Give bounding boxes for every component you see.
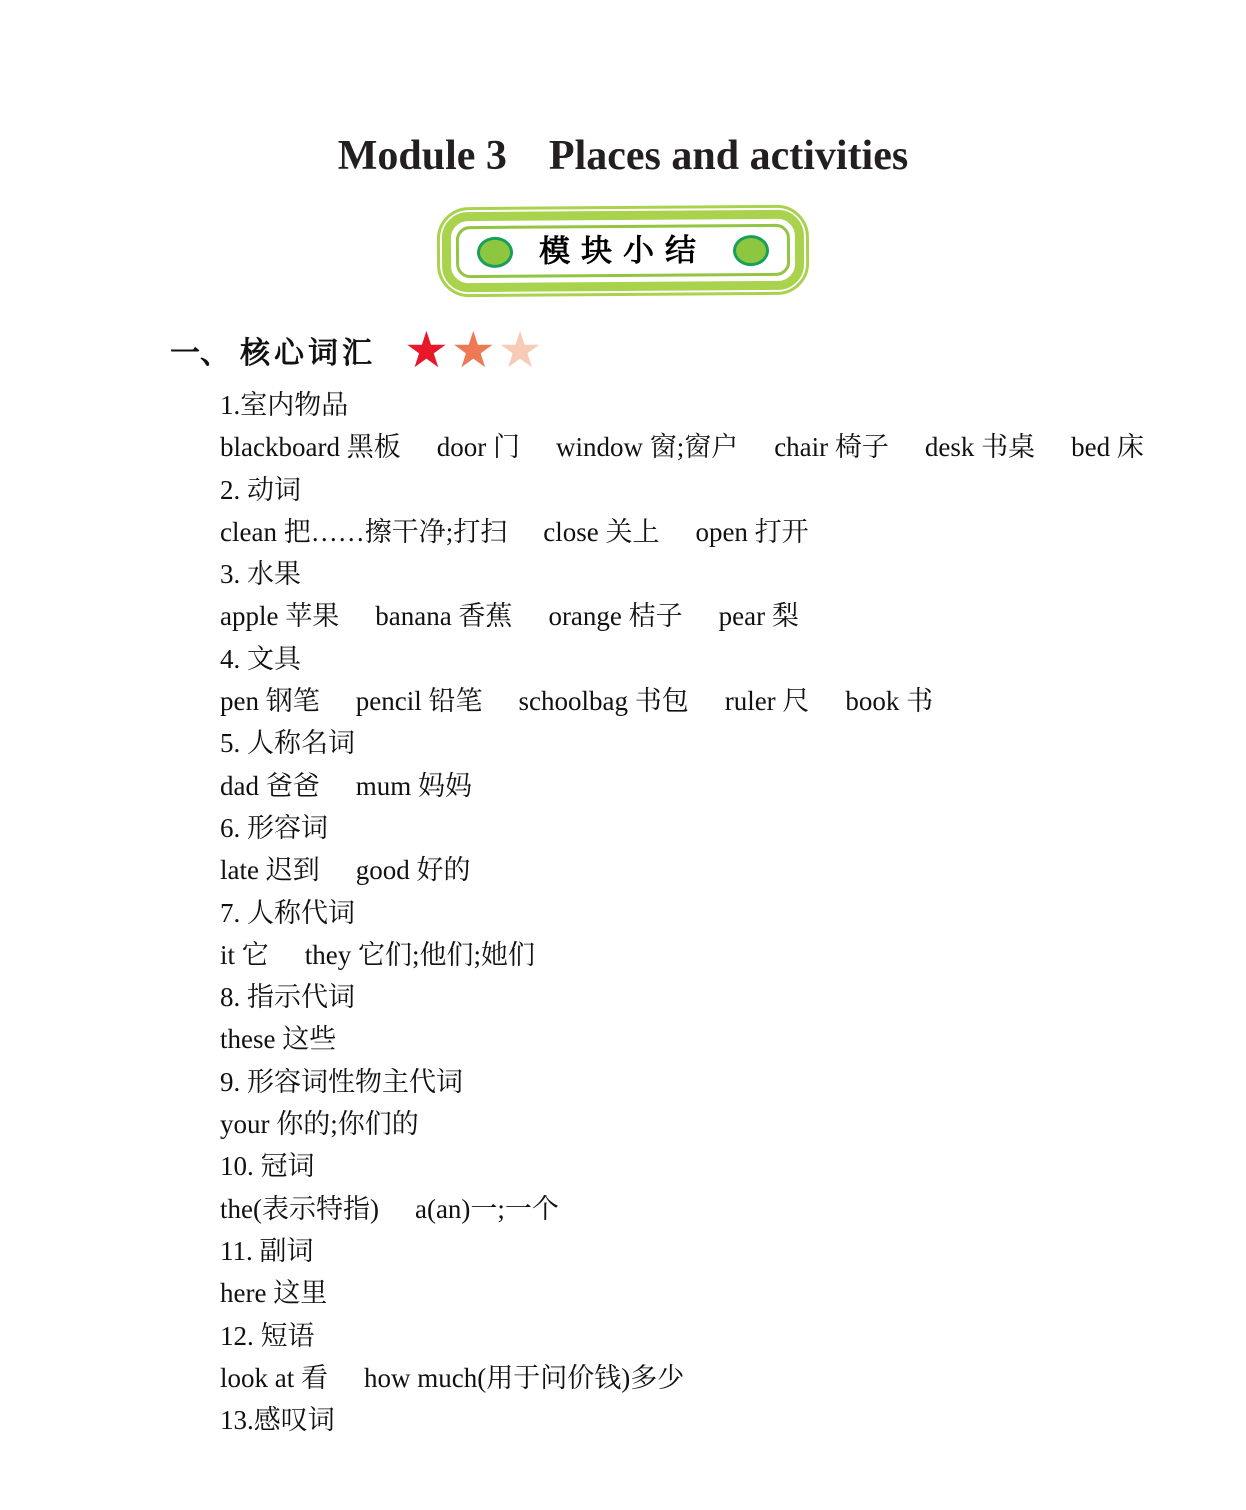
vocab-entry: orange 桔子: [548, 601, 683, 632]
page-title: Module 3 Places and activities: [337, 133, 909, 179]
vocab-entry: late 迟到: [220, 855, 320, 886]
module-summary-badge: [0, 206, 1246, 296]
vocab-heading: 7. 人称代词: [220, 897, 355, 928]
vocab-entry: desk 书桌: [924, 432, 1036, 463]
vocab-heading: 5. 人称名词: [220, 728, 355, 759]
star-icon: ★: [450, 321, 496, 379]
vocab-heading: 1.室内物品: [220, 390, 349, 420]
vocab-entry-line: [220, 680, 1206, 722]
vocab-heading: 3. 水果: [220, 559, 301, 590]
vocab-entry: apple 苹果: [220, 601, 340, 632]
star-icon: ★: [404, 321, 449, 379]
section-title: 核心词汇: [240, 337, 376, 370]
vocab-entry-line: [220, 1272, 1206, 1314]
vocab-entry: schoolbag 书包: [518, 686, 689, 717]
vocab-heading: 13.感叹词: [220, 1405, 335, 1436]
vocab-entry: they 它们;他们;她们: [304, 939, 536, 970]
vocab-entry-line: [220, 934, 1206, 976]
vocab-entry: the(表示特指): [220, 1193, 379, 1224]
vocab-entry-line: [220, 1357, 1206, 1399]
vocab-entry-line: [220, 849, 1206, 891]
vocab-entry: pencil 铅笔: [355, 686, 483, 717]
vocab-heading: 11. 副词: [220, 1235, 314, 1266]
vocab-entry-line: [220, 1018, 1206, 1060]
vocab-entry: here 这里: [220, 1278, 328, 1309]
vocab-entry: dad 爸爸: [220, 770, 320, 801]
vocab-heading: 12. 短语: [220, 1320, 315, 1351]
vocab-entry: close 关上: [543, 516, 660, 547]
vocab-entry: banana 香蕉: [375, 601, 513, 632]
vocab-entry: open 打开: [695, 516, 809, 547]
rating-stars: [404, 321, 544, 379]
vocab-entry: pen 钢笔: [220, 686, 320, 717]
vocab-entry: clean 把……擦干净;打扫: [220, 516, 508, 547]
vocab-entry: pear 梨: [718, 601, 799, 632]
vocab-entry: book 书: [845, 686, 934, 717]
vocab-entry: these 这些: [220, 1024, 337, 1055]
vocab-entry: good 好的: [355, 855, 471, 886]
vocab-entry: a(an)一;一个: [414, 1193, 559, 1224]
vocab-entry-line: [220, 1188, 1206, 1230]
section-number: 一、: [170, 337, 230, 370]
vocab-heading: 8. 指示代词: [220, 982, 355, 1013]
vocab-entry: look at 看: [220, 1362, 328, 1393]
vocab-entry: ruler 尺: [724, 686, 810, 717]
badge-label: 模块小结: [538, 232, 708, 269]
vocab-entry: chair 椅子: [774, 432, 889, 463]
vocab-entry-line: [220, 595, 1206, 637]
vocab-entry: blackboard 黑板: [220, 432, 401, 463]
vocab-heading: 4. 文具: [220, 643, 301, 674]
vocab-entry: it 它: [220, 939, 269, 970]
vocab-entry: your 你的;你们的: [220, 1109, 419, 1140]
star-icon: ★: [497, 321, 543, 379]
vocab-entry: window 窗;窗户: [555, 432, 739, 463]
vocab-heading: 6. 形容词: [220, 812, 328, 843]
vocab-entry-line: [220, 511, 1206, 553]
vocab-entry: how much(用于问价钱)多少: [364, 1362, 685, 1393]
green-dot-icon: [477, 236, 513, 267]
vocab-entry: bed 床: [1071, 432, 1144, 463]
badge-inner-frame: [456, 224, 790, 278]
vocab-heading: 10. 冠词: [220, 1151, 315, 1182]
badge-outer-ring: [437, 205, 810, 298]
vocab-entry: mum 妈妈: [355, 770, 472, 801]
vocab-entry-line: [220, 1103, 1206, 1145]
badge-thick-ring: [442, 210, 805, 293]
section-header: [170, 322, 1246, 378]
vocab-heading: 9. 形容词性物主代词: [220, 1066, 463, 1097]
vocab-list: [220, 384, 1206, 1441]
vocab-entry-line: [220, 765, 1206, 807]
green-dot-icon: [733, 234, 769, 265]
vocab-entry-line: [220, 426, 1206, 468]
vocab-heading: 2. 动词: [220, 474, 301, 505]
vocab-entry: door 门: [436, 432, 520, 463]
